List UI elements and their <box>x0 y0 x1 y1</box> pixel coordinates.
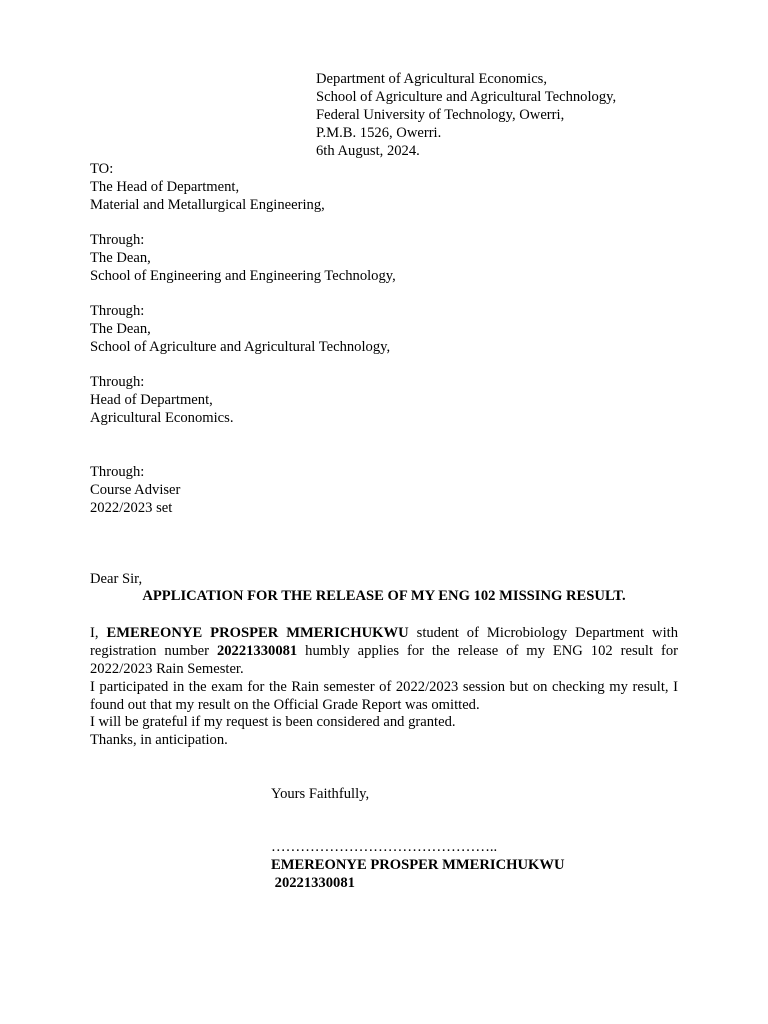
through-2-school: School of Agriculture and Agricultural Technology, <box>90 339 391 355</box>
letter-date: 6th August, 2024. <box>316 143 420 159</box>
through-3-title: Head of Department, <box>90 392 213 408</box>
through-label-2: Through: <box>90 303 145 319</box>
signature-line: ……………………………………….. <box>271 839 498 855</box>
signatory-name: EMEREONYE PROSPER MMERICHUKWU <box>271 857 565 873</box>
valediction: Yours Faithfully, <box>271 786 370 802</box>
sender-pmb: P.M.B. 1526, Owerri. <box>316 125 442 141</box>
body-paragraph-1 <box>90 624 678 678</box>
through-label-1: Through: <box>90 232 145 248</box>
sender-school: School of Agriculture and Agricultural Technology, <box>316 89 617 105</box>
through-2-title: The Dean, <box>90 321 151 337</box>
signatory-reg-number: 20221330081 <box>271 875 355 891</box>
through-3-department: Agricultural Economics. <box>90 410 234 426</box>
through-4-title: Course Adviser <box>90 482 181 498</box>
body-p1-mid: student of Microbiology Department with registration number <box>90 625 678 659</box>
through-1-school: School of Engineering and Engineering Technology, <box>90 268 396 284</box>
sender-university: Federal University of Technology, Owerri, <box>316 107 565 123</box>
student-name-inline: EMEREONYE PROSPER MMERICHUKWU <box>106 625 409 641</box>
body-paragraph-3: I will be grateful if my request is been considered and granted. <box>90 714 456 730</box>
through-label-3: Through: <box>90 374 145 390</box>
body-p1-suffix: humbly applies for the release of my ENG 102 result for 2022/2023 Rain Semester. <box>90 643 678 677</box>
body-paragraph-2: I participated in the exam for the Rain semester of 2022/2023 session but on checking my result, I found out that my result on the Official Grade Report was omitted. <box>90 679 678 713</box>
through-label-4: Through: <box>90 464 145 480</box>
sender-department: Department of Agricultural Economics, <box>316 71 547 87</box>
through-1-title: The Dean, <box>90 250 151 266</box>
body-p1-prefix: I, <box>90 625 107 641</box>
body-paragraph-4: Thanks, in anticipation. <box>90 732 228 748</box>
salutation: Dear Sir, <box>90 571 143 587</box>
recipient-department: Material and Metallurgical Engineering, <box>90 197 325 213</box>
to-label: TO: <box>90 161 114 177</box>
registration-number-inline: 20221330081 <box>216 643 298 659</box>
through-4-set: 2022/2023 set <box>90 500 173 516</box>
letter-subject: APPLICATION FOR THE RELEASE OF MY ENG 102 MISSING RESULT. <box>142 588 626 604</box>
recipient-title: The Head of Department, <box>90 179 240 195</box>
